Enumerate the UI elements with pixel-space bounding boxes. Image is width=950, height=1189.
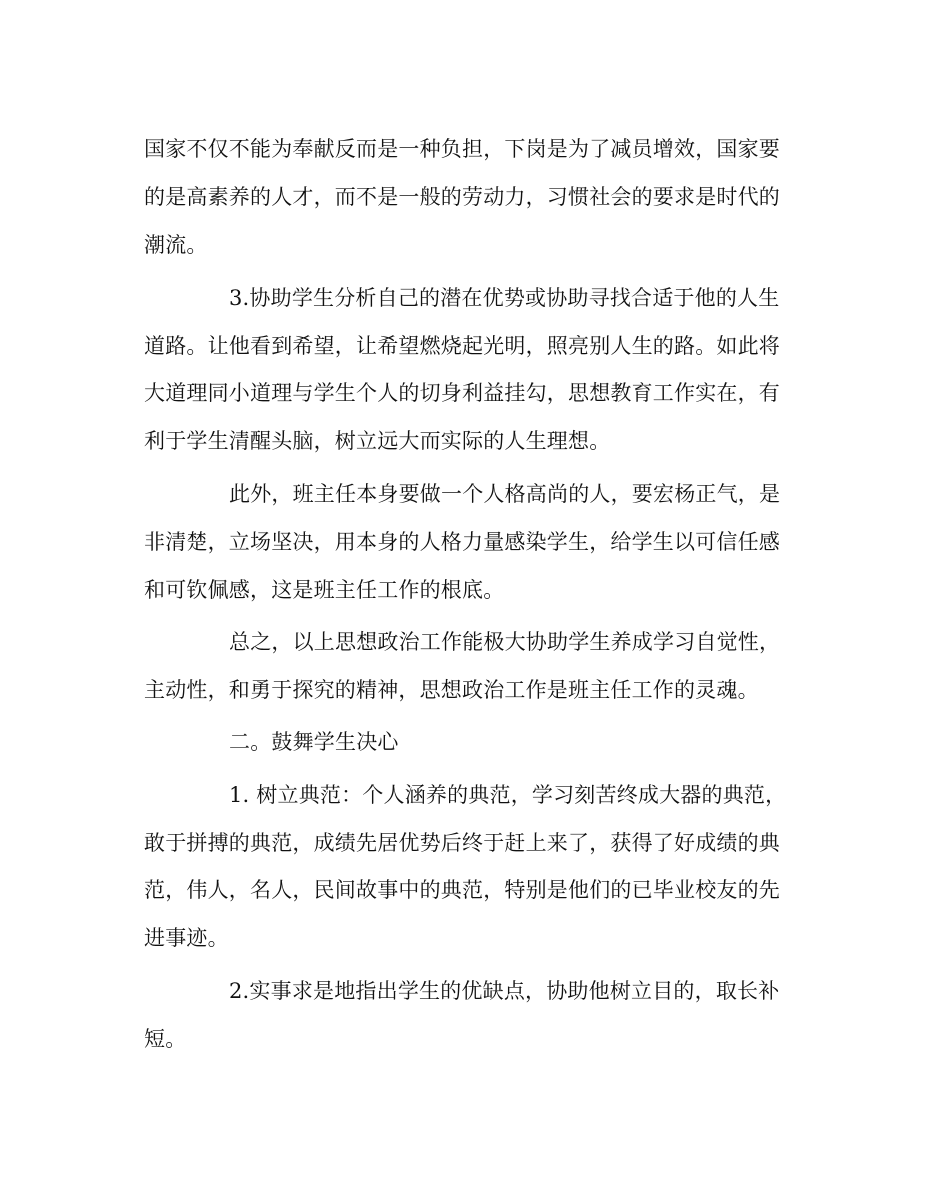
text-line: 主动性，和勇于探究的精神，思想政治工作是班主任工作的灵魂。 [144, 678, 759, 702]
paragraph-first-line: 此外，班主任本身要做一个人格高尚的人，要宏杨正气，是 [229, 482, 781, 506]
text-line: 大道理同小道理与学生个人的切身利益挂勾，思想教育工作实在，有 [144, 381, 780, 405]
text-line: 非清楚，立场坚决，用本身的人格力量感染学生，给学生以可信任感 [144, 530, 780, 554]
paragraph-first-line: 2.实事求是地指出学生的优缺点，协助他树立目的，取长补 [229, 979, 780, 1003]
paragraph-first-line: 总之，以上思想政治工作能极大协助学生养成学习自觉性， [229, 630, 781, 654]
text-line: 国家不仅不能为奉献反而是一种负担，下岗是为了减员增效，国家要 [144, 137, 780, 161]
text-line: 道路。让他看到希望，让希望燃烧起光明，照亮别人生的路。如此将 [144, 334, 780, 358]
text-line: 和可钦佩感，这是班主任工作的根底。 [144, 578, 505, 602]
text-line: 潮流。 [144, 233, 208, 257]
section-heading: 二。鼓舞学生决心 [229, 730, 399, 754]
text-line: 进事迹。 [144, 926, 229, 950]
text-line: 利于学生清醒头脑，树立远大而实际的人生理想。 [144, 429, 611, 453]
text-line: 短。 [144, 1027, 187, 1051]
text-line: 敢于拼搏的典范，成绩先居优势后终于赶上来了，获得了好成绩的典 [144, 831, 780, 855]
text-line: 的是高素养的人才，而不是一般的劳动力，习惯社会的要求是时代的 [144, 185, 780, 209]
paragraph-first-line: 1. 树立典范：个人涵养的典范，学习刻苦终成大器的典范， [229, 783, 787, 807]
text-line: 范，伟人，名人，民间故事中的典范，特别是他们的已毕业校友的先 [144, 878, 780, 902]
paragraph-first-line: 3.协助学生分析自己的潜在优势或协助寻找合适于他的人生 [229, 286, 780, 310]
